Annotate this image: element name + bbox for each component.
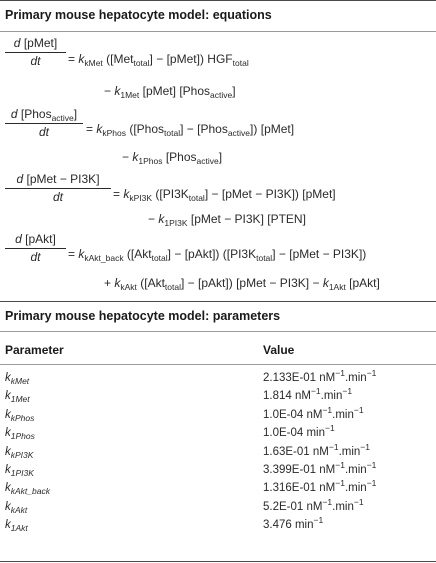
parameter-value: 2.133E-01 $nM^{-1}.\min^{-1}$ bbox=[263, 368, 377, 384]
parameter-value: 1.0E-04 $nM^{-1}.\min^{-1}$ bbox=[263, 404, 364, 421]
table-row bbox=[0, 515, 436, 536]
parameter-symbol: $k_{1PI3K}$ bbox=[5, 464, 34, 478]
table-row bbox=[0, 368, 436, 389]
parameter-symbol: $k_{kPhos}$ bbox=[5, 408, 35, 423]
table-row bbox=[0, 386, 436, 407]
parameter-symbol: $k_{kMet}$ bbox=[5, 372, 30, 386]
table-row bbox=[0, 423, 436, 444]
parameter-symbol: $k_{kPI3K}$ bbox=[5, 445, 34, 460]
equations-title: Primary mouse hepatocyte model: equations bbox=[5, 8, 272, 22]
parameter-symbol: $k_{1Phos}$ bbox=[5, 427, 35, 442]
column-header-parameter: Parameter bbox=[5, 343, 64, 357]
parameter-value: 1.63E-01 $nM^{-1}.\min^{-1}$ bbox=[263, 441, 370, 458]
parameter-value: 3.399E-01 $nM^{-1}.\min^{-1}$ bbox=[263, 460, 377, 476]
parameter-value: 1.814 $nM^{-1}.\min^{-1}$ bbox=[263, 386, 353, 403]
parameter-value: 1.316E-01 $nM^{-1}.\min^{-1}$ bbox=[263, 478, 377, 495]
parameters-title: Primary mouse hepatocyte model: parameters bbox=[5, 309, 281, 323]
column-header-value: Value bbox=[263, 343, 295, 357]
parameter-symbol: $k_{1Met}$ bbox=[5, 390, 30, 405]
equations-title-rule bbox=[0, 31, 436, 32]
parameter-value: 1.0E-04 $\min^{-1}$ bbox=[263, 423, 335, 440]
parameter-symbol: $k_{1Akt}$ bbox=[5, 519, 28, 534]
column-header-rule bbox=[0, 364, 436, 365]
parameter-value: 5.2E-01 $nM^{-1}.\min^{-1}$ bbox=[263, 496, 364, 513]
parameter-symbol: $k_{kAkt}$ bbox=[5, 500, 28, 515]
parameter-value: 3.476 $\min^{-1}$ bbox=[263, 515, 324, 532]
section-divider-rule bbox=[0, 301, 436, 302]
parameter-symbol: $k_{kAkt\_back}$ bbox=[5, 482, 50, 497]
table-row bbox=[0, 404, 436, 426]
table-top-rule bbox=[0, 0, 436, 1]
table-row bbox=[0, 496, 436, 518]
table-bottom-rule bbox=[0, 561, 436, 562]
table-row bbox=[0, 478, 436, 499]
parameters-title-rule bbox=[0, 331, 436, 332]
